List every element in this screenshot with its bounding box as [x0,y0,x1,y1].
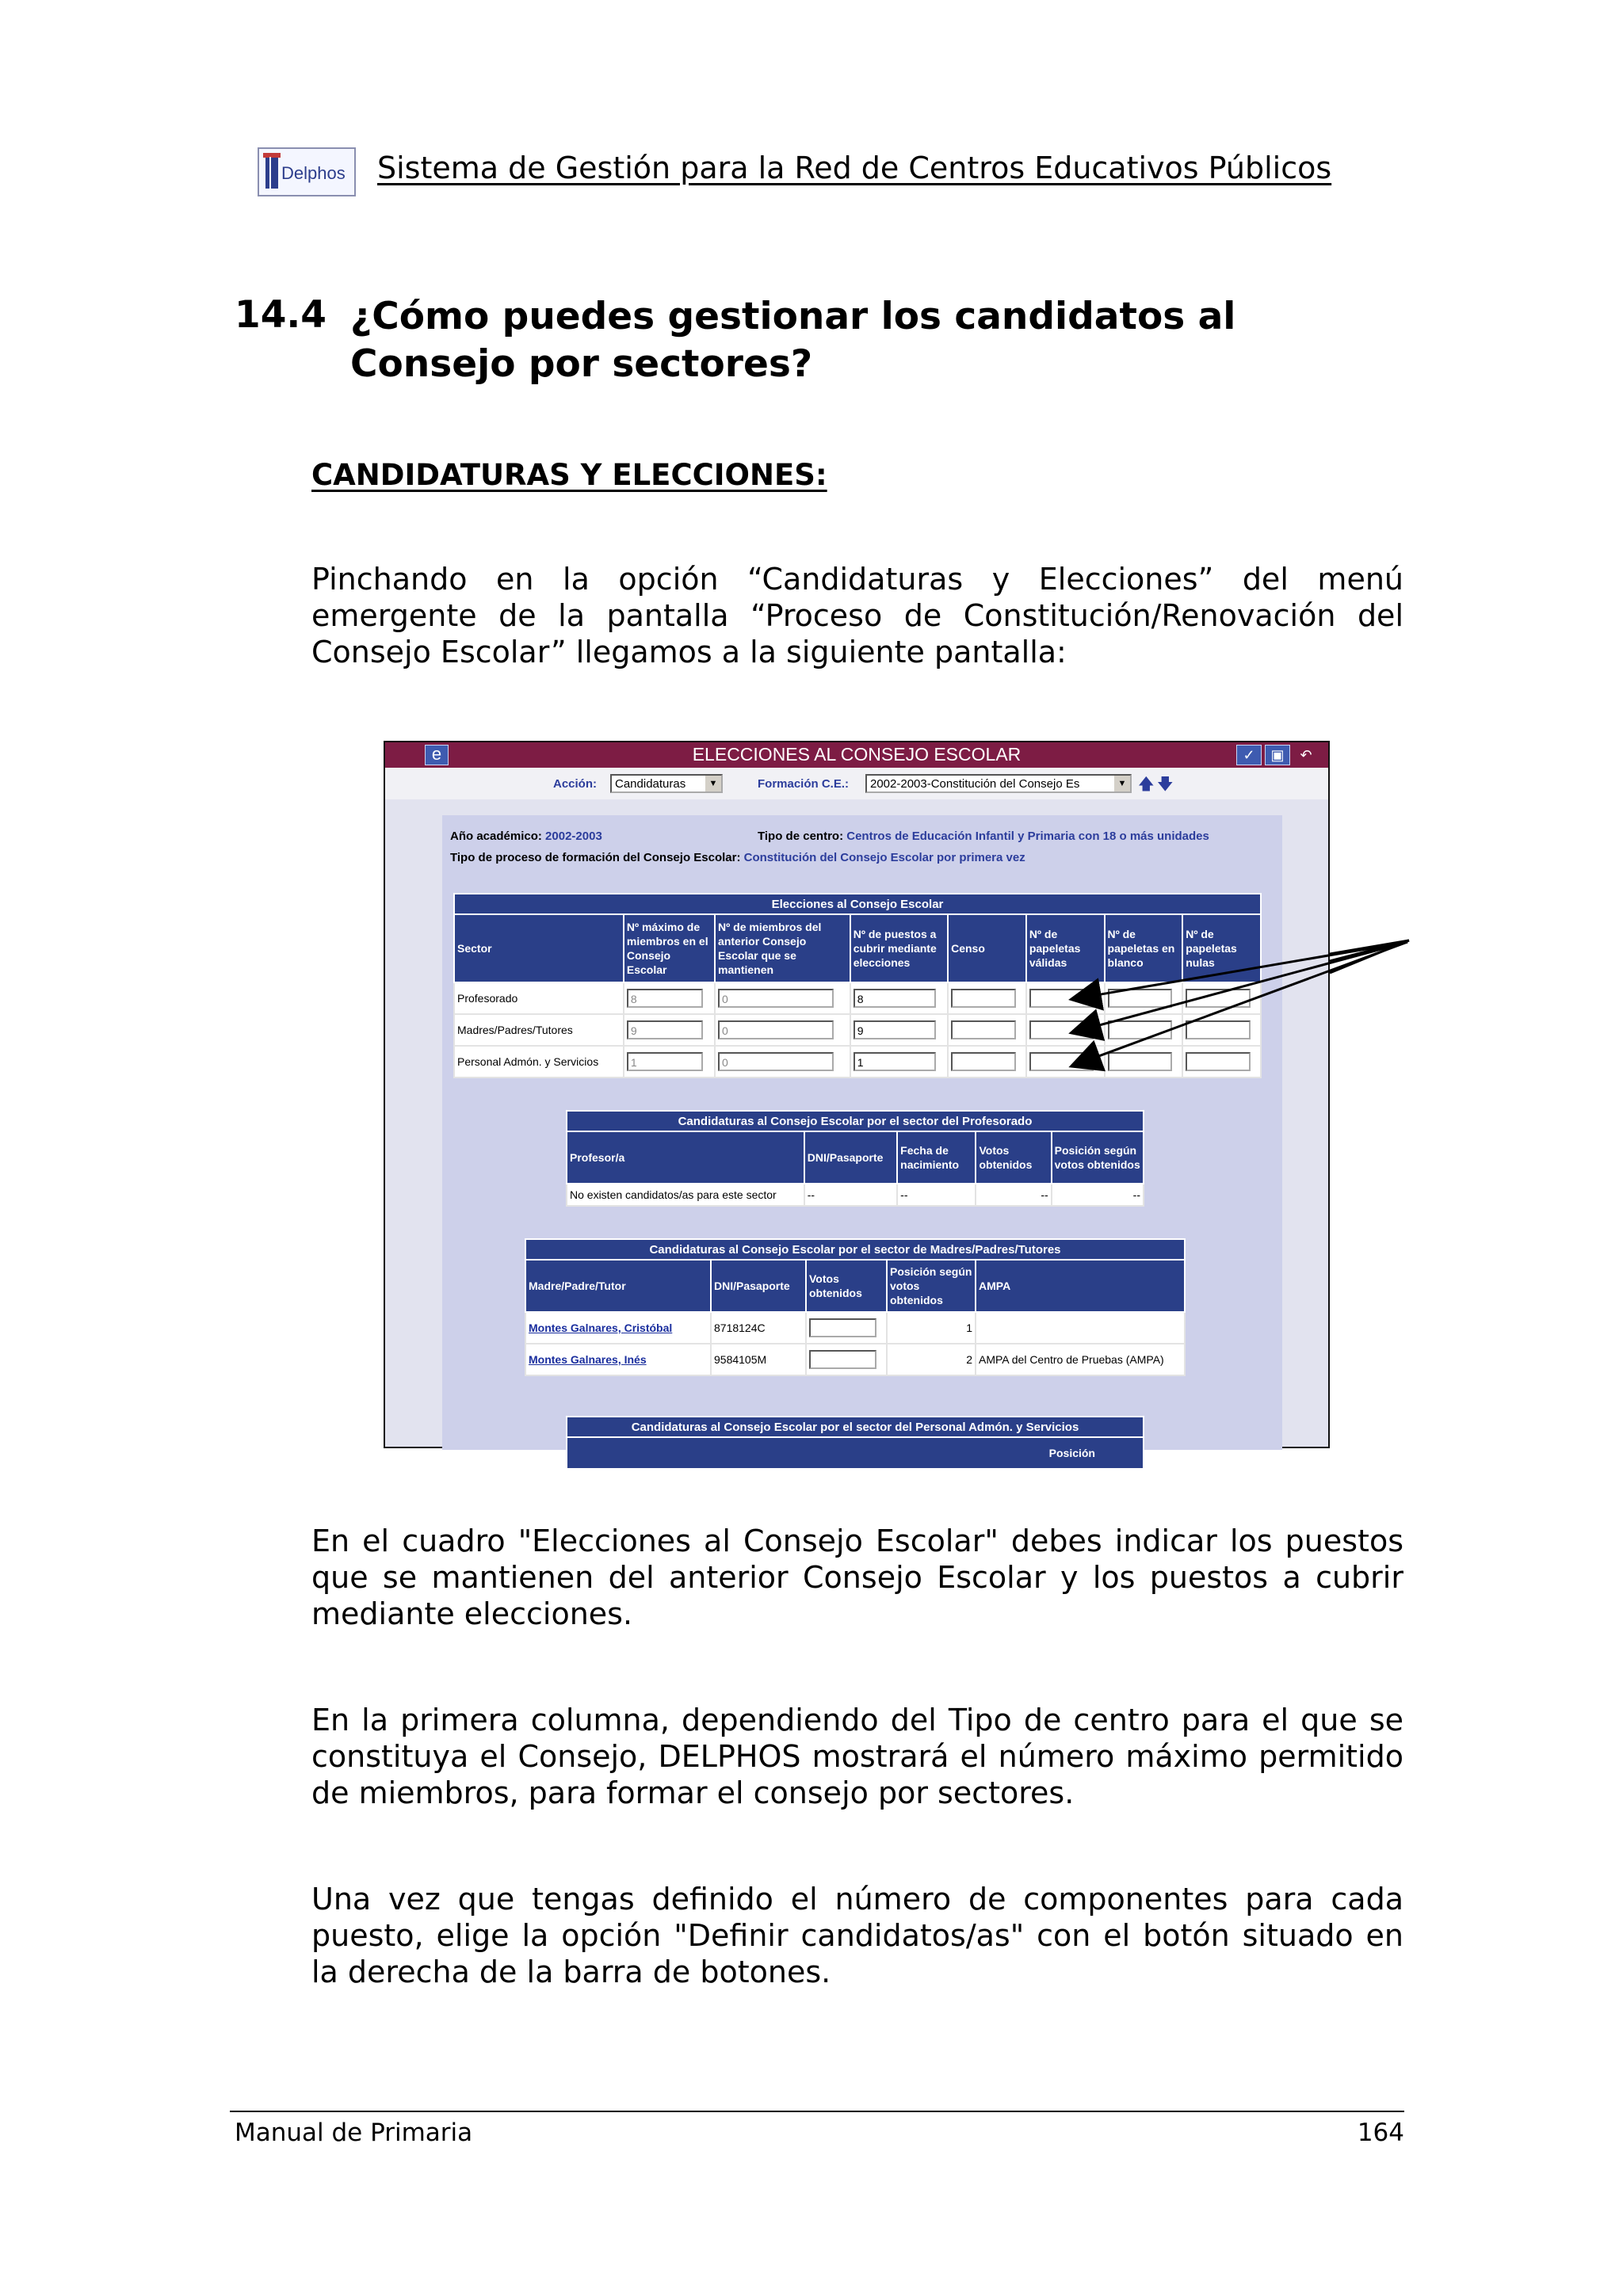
anterior-input[interactable]: 0 [718,1052,834,1071]
annotation-arrow-tails [1330,927,1417,1038]
ampa-cell: AMPA del Centro de Pruebas (AMPA) [976,1344,1185,1375]
footer-title: Manual de Primaria [235,2119,473,2147]
header-title: Sistema de Gestión para la Red de Centros Educativos Públicos [377,151,1332,185]
header-max: Nº máximo de miembros en el Consejo Escolar [624,914,715,982]
dash-cell: -- [804,1184,897,1206]
header-madre-padre: Madre/Padre/Tutor [525,1260,711,1312]
max-input: 8 [627,989,703,1008]
empty-message: No existen candidatos/as para este sector [567,1184,804,1206]
header-ampa: AMPA [976,1260,1185,1312]
dni-cell: 9584105M [711,1344,806,1375]
chevron-down-icon: ▼ [1114,776,1130,791]
up-arrow-icon[interactable]: 🡅 [1138,776,1155,793]
padres-caption: Candidaturas al Consejo Escolar por el sector de Madres/Padres/Tutores [525,1239,1185,1260]
sector-cell: Madres/Padres/Tutores [454,1014,624,1046]
down-arrow-icon[interactable]: 🡇 [1157,776,1174,793]
header-votos: Votos obtenidos [806,1260,887,1312]
puestos-input[interactable]: 8 [854,989,936,1008]
anterior-input[interactable]: 0 [718,1020,834,1039]
arrow-tail [1330,940,1409,973]
candidate-link[interactable]: Montes Galnares, Inés [529,1353,647,1366]
save-icon[interactable]: ▣ [1265,745,1290,765]
subheading: CANDIDATURAS Y ELECCIONES: [311,458,827,492]
sector-cell: Personal Admón. y Servicios [454,1046,624,1077]
profesorado-caption: Candidaturas al Consejo Escolar por el sector del Profesorado [567,1111,1144,1131]
dash-cell: -- [1052,1184,1144,1206]
candidate-link[interactable]: Montes Galnares, Cristóbal [529,1322,673,1334]
accion-value: Candidaturas [615,777,686,791]
sector-cell: Profesorado [454,982,624,1014]
header-dni: DNI/Pasaporte [711,1260,806,1312]
puestos-input[interactable]: 9 [854,1020,936,1039]
formacion-label: Formación C.E.: [758,777,850,791]
paragraph-intro: Pinchando en la opción “Candidaturas y Elecciones” del menú emergente de la pantalla “Proceso de Constitución/Renovación del Consejo Escolar” llegamos a la siguiente pantalla: [311,562,1403,669]
personal-caption: Candidaturas al Consejo Escolar por el sector del Personal Admón. y Servicios [567,1417,1144,1437]
back-arrow-icon[interactable]: ↶ [1293,745,1319,765]
header-nulas: Nº de papeletas nulas [1182,914,1261,982]
tipo-proceso-value: Constitución del Consejo Escolar por primera vez [743,851,1025,864]
posicion-cell: 2 [887,1344,976,1375]
e-button[interactable]: e [425,745,449,765]
formacion-value: 2002-2003-Constitución del Consejo Es [870,777,1080,791]
header-posicion: Posición [567,1437,1144,1469]
ano-value: 2002-2003 [545,830,602,843]
tipo-centro-label: Tipo de centro: [758,830,844,843]
paragraph-elecciones: En el cuadro "Elecciones al Consejo Escolar" debes indicar los puestos que se mantienen del anterior Consejo Escolar y los puestos a cubrir mediante elecciones. [311,1524,1403,1631]
header-validas: Nº de papeletas válidas [1026,914,1105,982]
tipo-centro-value: Centros de Educación Infantil y Primaria con 18 o más unidades [846,830,1209,843]
header-dni: DNI/Pasaporte [804,1131,897,1184]
max-input: 9 [627,1020,703,1039]
accion-label: Acción: [553,777,598,791]
max-input: 1 [627,1052,703,1071]
puestos-input[interactable]: 1 [854,1052,936,1071]
section-number: 14.4 [235,293,327,337]
header-posicion: Posición según votos obtenidos [1052,1131,1144,1184]
logo-text: Delphos [281,163,346,183]
section-title: ¿Cómo puedes gestionar los candidatos al Consejo por sectores? [350,295,1236,386]
dash-cell: -- [897,1184,976,1206]
paragraph-definir: Una vez que tengas definido el número de componentes para cada puesto, elige la opción "Definir candidatos/as" con el botón situado en la derecha de la barra de botones. [311,1882,1403,1989]
header-sector: Sector [454,914,624,982]
dash-cell: -- [976,1184,1051,1206]
anterior-input[interactable]: 0 [718,989,834,1008]
dni-cell: 8718124C [711,1312,806,1344]
tipo-proceso-label: Tipo de proceso de formación del Consejo Escolar: [450,851,741,864]
chevron-down-icon: ▼ [705,776,721,791]
column-icon [265,157,278,189]
header-anterior: Nº de miembros del anterior Consejo Escolar que se mantienen [715,914,850,982]
ano-label: Año académico: [450,830,542,843]
posicion-cell: 1 [887,1312,976,1344]
app-screenshot [384,741,1330,1459]
delphos-logo [258,147,356,196]
paragraph-primera-columna: En la primera columna, dependiendo del Tipo de centro para el que se constituya el Consejo, DELPHOS mostrará el número máximo permitido de miembros, para formar el consejo por sectores. [311,1703,1403,1810]
header-posicion: Posición según votos obtenidos [887,1260,976,1312]
elecciones-caption: Elecciones al Consejo Escolar [454,894,1261,914]
header-censo: Censo [948,914,1026,982]
check-icon[interactable]: ✓ [1236,745,1262,765]
header-votos: Votos obtenidos [976,1131,1051,1184]
header-blanco: Nº de papeletas en blanco [1105,914,1183,982]
annotation-arrows [385,742,1328,1447]
footer-rule [230,2111,1404,2112]
page-number: 164 [1357,2119,1404,2147]
header-fecha: Fecha de nacimiento [897,1131,976,1184]
window-title: ELECCIONES AL CONSEJO ESCOLAR [692,744,1022,765]
header-profesor: Profesor/a [567,1131,804,1184]
header-puestos: Nº de puestos a cubrir mediante elecciones [850,914,948,982]
